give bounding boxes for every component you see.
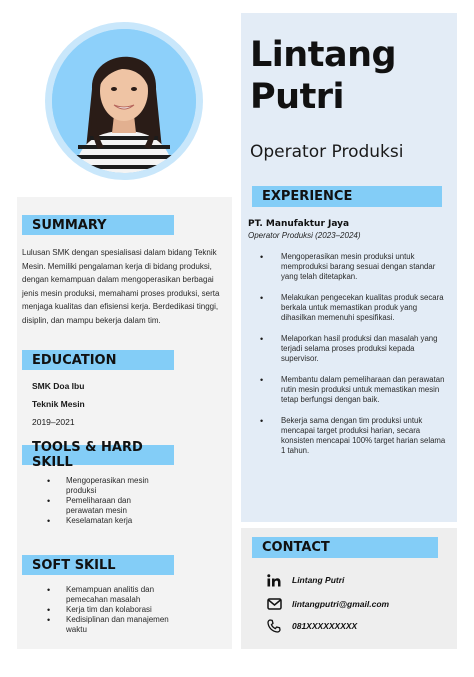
name-heading xyxy=(250,34,396,118)
phone-text: 081XXXXXXXXX xyxy=(292,621,358,631)
role-period: Operator Produksi (2023–2024) xyxy=(248,231,361,240)
education-years: 2019–2021 xyxy=(32,417,75,427)
experience-list xyxy=(281,252,451,467)
linkedin-text: Lintang Putri xyxy=(292,575,345,585)
list-item: • Keselamatan kerja xyxy=(66,516,166,526)
list-item: • Mengoperasikan mesin produksi xyxy=(66,476,166,496)
list-item: • Kerja tim dan kolaborasi xyxy=(66,605,170,615)
contact-email[interactable] xyxy=(266,597,389,611)
education-heading: EDUCATION xyxy=(22,350,174,370)
list-item: • Kemampuan analitis dan pemecahan masalah xyxy=(66,585,170,605)
job-title: Operator Produksi xyxy=(250,142,404,162)
list-item: • Mengoperasikan mesin produksi untuk memproduksi barang sesuai dengan standar yang telah ditetapkan. xyxy=(281,252,451,282)
last-name: Putri xyxy=(250,77,345,117)
list-item: • Pemeliharaan dan perawatan mesin xyxy=(66,496,166,516)
email-text: lintangputri@gmail.com xyxy=(292,599,390,609)
linkedin-icon xyxy=(266,573,282,587)
company-name: PT. Manufaktur Jaya xyxy=(248,219,350,229)
mail-icon xyxy=(266,597,282,611)
list-item: • Bekerja sama dengan tim produksi untuk mencapai target produksi harian, secara konsisten mencapai 100% target harian selama 1 tahun. xyxy=(281,416,451,456)
hard-skill-heading: TOOLS & HARD SKILL xyxy=(22,445,174,465)
list-item: • Melaporkan hasil produksi dan masalah yang terjadi selama proses produksi kepada supervisor. xyxy=(281,334,451,364)
list-item: • Kedisiplinan dan manajemen waktu xyxy=(66,615,170,635)
experience-heading: EXPERIENCE xyxy=(252,186,442,207)
first-name: Lintang xyxy=(250,35,397,75)
education-school: SMK Doa Ibu xyxy=(32,381,85,391)
list-item: • Membantu dalam pemeliharaan dan perawatan rutin mesin produksi untuk memastikan mesin tetap berfungsi dengan baik. xyxy=(281,375,451,405)
hard-skill-list xyxy=(66,476,166,526)
soft-skill-list xyxy=(66,585,170,635)
education-major: Teknik Mesin xyxy=(32,399,85,409)
summary-text: Lulusan SMK dengan spesialisasi dalam bidang Teknik Mesin. Memiliki pengalaman kerja di bidang produksi, dengan kemampuan dalam mengoperasikan berbagai jenis mesin produksi, memahami proses produksi, serta menjaga kualitas dan efisiensi kerja. Berdedikasi tinggi, disiplin, dan mampu bekerja dalam tim. xyxy=(22,248,220,325)
contact-heading: CONTACT xyxy=(252,537,438,558)
list-item: • Melakukan pengecekan kualitas produk secara berkala untuk memastikan produk yang dihasilkan memenuhi spesifikasi. xyxy=(281,293,451,323)
phone-icon xyxy=(266,619,282,633)
contact-phone[interactable] xyxy=(266,619,357,633)
soft-skill-heading: SOFT SKILL xyxy=(22,555,174,575)
profile-photo xyxy=(52,29,196,173)
contact-linkedin[interactable] xyxy=(266,573,344,587)
summary-heading: SUMMARY xyxy=(22,215,174,235)
